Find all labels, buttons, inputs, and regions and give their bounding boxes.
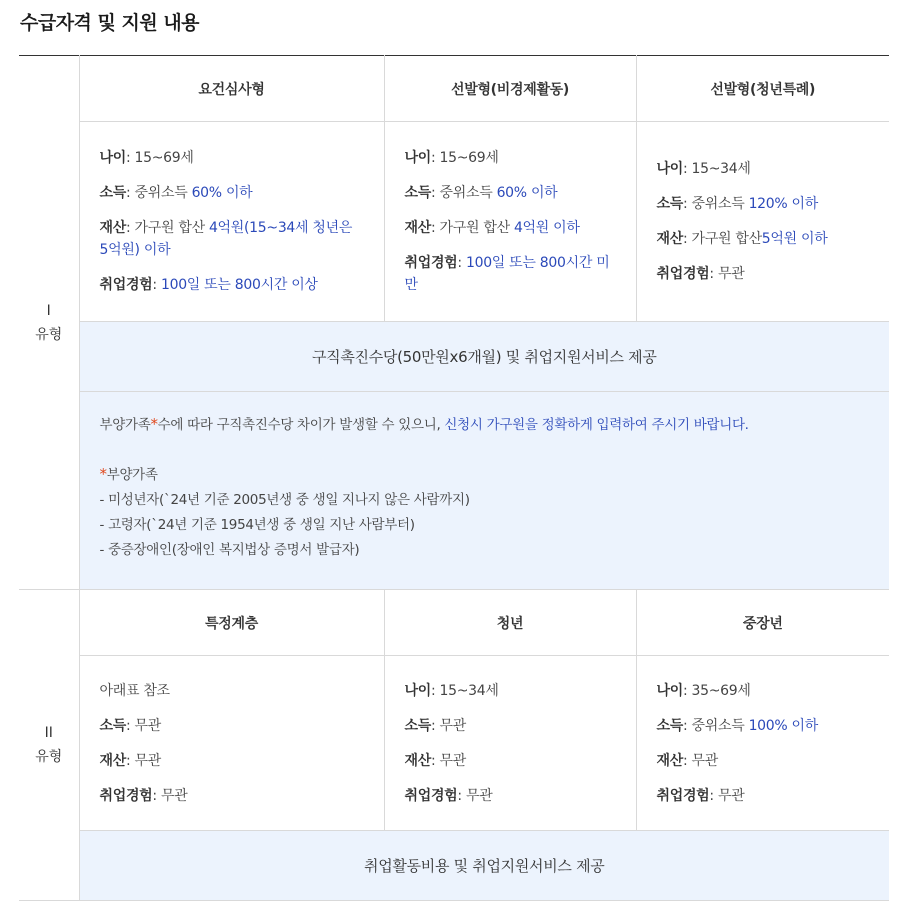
type1-benefit-band: 구직촉진수당(50만원x6개월) 및 취업지원서비스 제공 <box>79 322 889 392</box>
type1-col1-header: 요건심사형 <box>79 56 384 122</box>
job-line: 취업경험: 무관 <box>99 787 188 804</box>
job-line: 취업경험: 100일 또는 800시간 미만 <box>404 255 610 293</box>
asset-line: 재산: 가구원 합산5억원 이하 <box>656 231 828 247</box>
type2-benefit-band: 취업활동비용 및 취업지원서비스 제공 <box>79 831 889 901</box>
type1-label <box>19 56 79 590</box>
note-item: - 미성년자(`24년 기준 2005년생 중 생일 지나지 않은 사람까지) <box>99 492 470 508</box>
job-line: 취업경험: 무관 <box>656 787 745 804</box>
type1-note-row <box>19 392 889 590</box>
type1-col3-detail <box>636 122 889 322</box>
income-line: 소득: 중위소득 120% 이하 <box>656 196 819 212</box>
type1-col1-detail <box>79 122 384 322</box>
type1-col2-header: 선발형(비경제활동) <box>384 56 636 122</box>
job-line: 취업경험: 100일 또는 800시간 이상 <box>99 277 318 293</box>
income-line: 소득: 중위소득 100% 이하 <box>656 717 819 734</box>
type2-col2-detail <box>384 656 636 831</box>
age-line: 나이: 15~34세 <box>404 682 499 699</box>
type2-col3-header: 중장년 <box>636 590 889 656</box>
type2-label-text: 유형 <box>35 749 63 765</box>
type2-header-row <box>19 590 889 656</box>
income-line: 소득: 무관 <box>404 717 466 734</box>
age-line: 나이: 15~69세 <box>404 150 499 166</box>
asset-line: 재산: 가구원 합산 4억원(15~34세 청년은 5억원) 이하 <box>99 220 353 258</box>
note-def-title: *부양가족 <box>99 465 158 483</box>
ref-line: 아래표 참조 <box>99 682 170 699</box>
asterisk-icon: * <box>99 465 107 483</box>
age-line: 나이: 15~69세 <box>99 150 194 166</box>
type1-detail-row <box>19 122 889 322</box>
note-main: 부양가족*수에 따라 구직촉진수당 차이가 발생할 수 있으니, 신청시 가구원을 정확하게 입력하여 주시기 바랍니다. <box>99 415 749 433</box>
type2-col2-header: 청년 <box>384 590 636 656</box>
note-item: - 중증장애인(장애인 복지법상 증명서 발급자) <box>99 542 360 558</box>
asset-line: 재산: 무관 <box>656 752 718 769</box>
asset-line: 재산: 가구원 합산 4억원 이하 <box>404 220 580 236</box>
note-item: - 고령자(`24년 기준 1954년생 중 생일 지난 사람부터) <box>99 517 415 533</box>
type1-header-row <box>19 56 889 122</box>
age-line: 나이: 15~34세 <box>656 161 751 177</box>
age-line: 나이: 35~69세 <box>656 682 751 699</box>
type2-col1-detail <box>79 656 384 831</box>
type1-roman: I <box>46 302 51 319</box>
asset-line: 재산: 무관 <box>99 752 161 769</box>
type2-col1-header: 특정계층 <box>79 590 384 656</box>
type2-roman: II <box>44 725 53 741</box>
type1-col3-header: 선발형(청년특례) <box>636 56 889 122</box>
type2-col3-detail <box>636 656 889 831</box>
job-line: 취업경험: 무관 <box>656 266 745 282</box>
type1-label-text: 유형 <box>35 326 63 343</box>
type1-col2-detail <box>384 122 636 322</box>
asset-line: 재산: 무관 <box>404 752 466 769</box>
income-line: 소득: 중위소득 60% 이하 <box>404 185 558 201</box>
type2-band-row <box>19 831 889 901</box>
income-line: 소득: 무관 <box>99 717 161 734</box>
type1-band-row <box>19 322 889 392</box>
dependents-note <box>79 392 889 590</box>
type2-label <box>19 590 79 901</box>
page-title: 수급자격 및 지원 내용 <box>20 12 200 34</box>
job-line: 취업경험: 무관 <box>404 787 493 804</box>
asterisk-icon: * <box>150 415 158 433</box>
eligibility-table <box>19 55 889 901</box>
type2-detail-row <box>19 656 889 831</box>
income-line: 소득: 중위소득 60% 이하 <box>99 185 253 201</box>
